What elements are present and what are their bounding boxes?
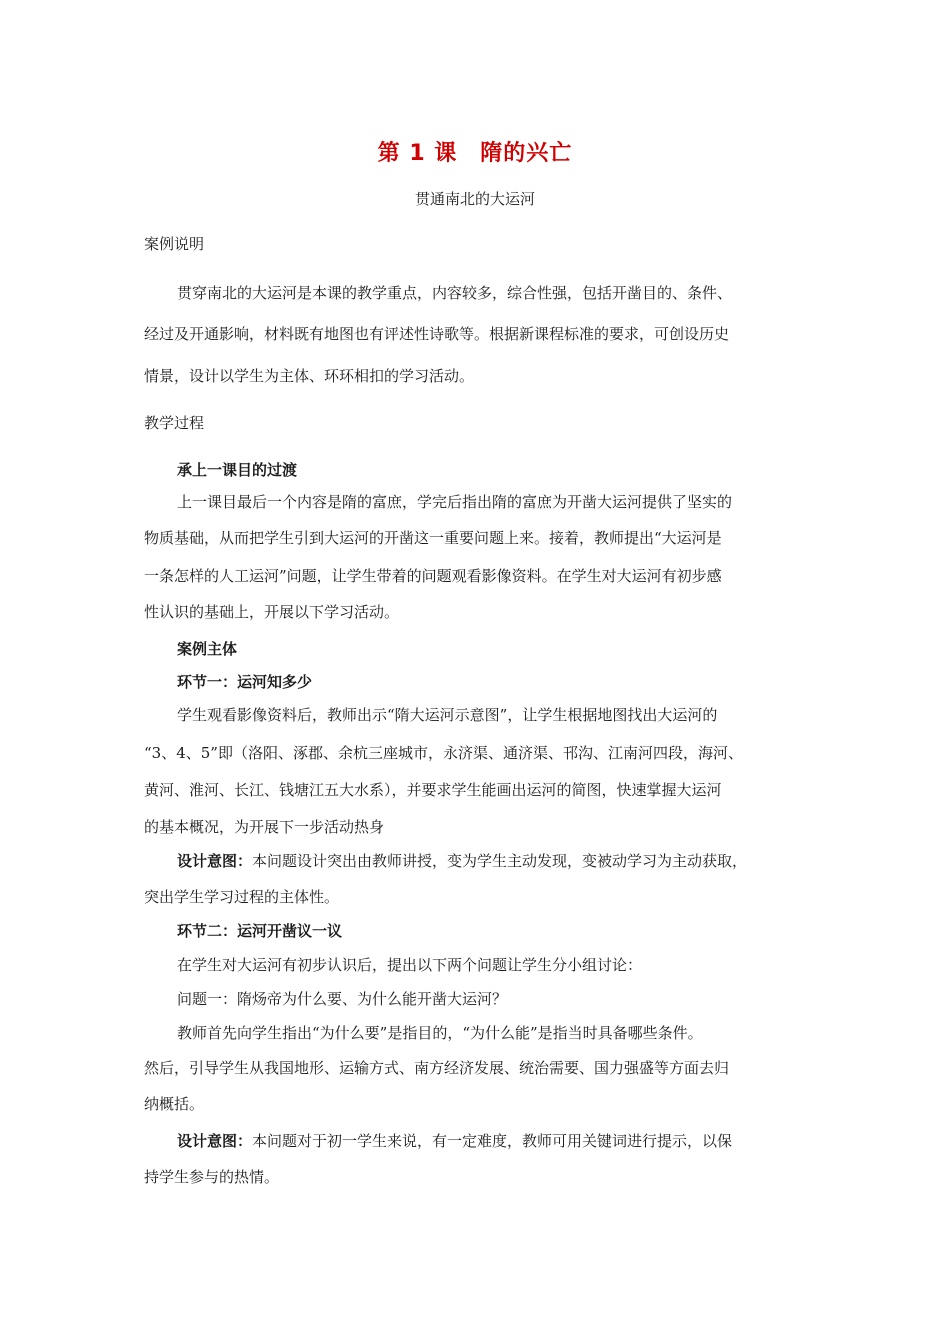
paragraph-line: 经过及开通影响，材料既有地图也有评述性诗歌等。根据新课程标准的要求，可创设历史: [144, 325, 730, 343]
paragraph-line: 性认识的基础上，开展以下学习活动。: [144, 603, 400, 621]
paragraph-line: 在学生对大运河有初步认识后，提出以下两个问题让学生分小组讨论：: [177, 956, 643, 974]
lesson-title: 第 1 课 隋的兴亡: [377, 141, 573, 166]
design-intent-label: 设计意图：: [177, 852, 253, 870]
paragraph-line: 然后，引导学生从我国地形、运输方式、南方经济发展、统治需要、国力强盛等方面去归: [144, 1059, 730, 1077]
paragraph-line: 持学生参与的热情。: [144, 1168, 280, 1186]
design-intent-one: [177, 851, 747, 871]
design-intent-two: [177, 1131, 732, 1151]
design-intent-text: 本问题设计突出由教师讲授，变为学生主动发现，变被动学习为主动获取，: [252, 852, 748, 870]
paragraph-line: 教师首先向学生指出“为什么要”是指目的，“为什么能”是指当时具备哪些条件。: [177, 1024, 703, 1042]
design-intent-text: 本问题对于初一学生来说，有一定难度，教师可用关键词进行提示，以保: [252, 1132, 733, 1150]
paragraph-line: 黄河、淮河、长江、钱塘江五大水系），并要求学生能画出运河的简图，快速掌握大运河: [144, 781, 722, 799]
paragraph-line: 一条怎样的人工运河”问题，让学生带着的问题观看影像资料。在学生对大运河有初步感: [144, 567, 722, 585]
design-intent-label: 设计意图：: [177, 1132, 253, 1150]
paragraph-line: 突出学生学习过程的主体性。: [144, 888, 340, 906]
case-body-heading: 案例主体: [177, 640, 238, 658]
paragraph-line: 的基本概况，为开展下一步活动热身: [144, 818, 385, 836]
paragraph-line: 上一课目最后一个内容是隋的富庶，学完后指出隋的富庶为开凿大运河提供了坚实的: [177, 493, 733, 511]
section-heading-teaching-process: 教学过程: [144, 414, 205, 432]
paragraph-line: 贯穿南北的大运河是本课的教学重点，内容较多，综合性强，包括开凿目的、条件、: [177, 284, 733, 302]
paragraph-line: 物质基础，从而把学生引到大运河的开凿这一重要问题上来。接着，教师提出“大运河是: [144, 529, 722, 547]
paragraph-line: 情景，设计以学生为主体、环环相扣的学习活动。: [144, 367, 475, 385]
paragraph-line: 纳概括。: [144, 1095, 205, 1113]
step-one-heading: 环节一：运河知多少: [177, 673, 313, 691]
paragraph-line: 学生观看影像资料后，教师出示“隋大运河示意图”，让学生根据地图找出大运河的: [177, 706, 718, 724]
section-heading-case-description: 案例说明: [144, 235, 205, 253]
step-two-heading: 环节二：运河开凿议一议: [177, 922, 343, 940]
question-one: 问题一：隋炀帝为什么要、为什么能开凿大运河？: [177, 990, 508, 1008]
paragraph-line: “3、4、5”即（洛阳、涿郡、余杭三座城市，永济渠、通济渠、邗沟、江南河四段，海河、: [144, 744, 743, 762]
transition-heading: 承上一课目的过渡: [177, 461, 298, 479]
lesson-subtitle: 贯通南北的大运河: [414, 190, 535, 208]
